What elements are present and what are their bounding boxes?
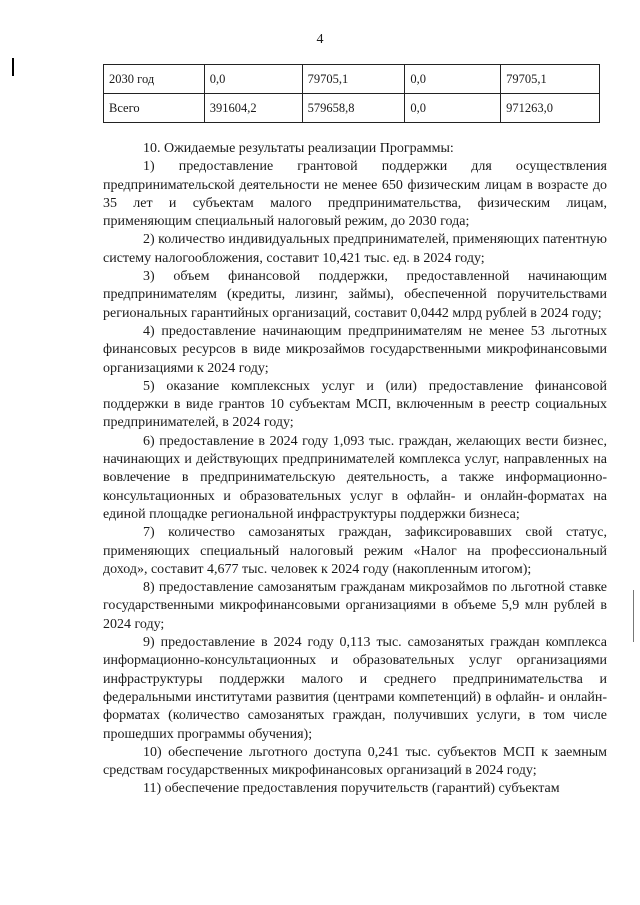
table-cell: 0,0 <box>405 94 501 123</box>
table-cell: 0,0 <box>405 65 501 94</box>
financing-table <box>103 64 600 123</box>
list-item: 2) количество индивидуальных предпринимателей, применяющих патентную систему налогообложения, составит 10,421 тыс. ед. в 2024 году; <box>103 232 607 266</box>
scan-edge-mark <box>633 590 634 642</box>
list-item: 11) обеспечение предоставления поручительств (гарантий) субъектам <box>143 781 560 797</box>
table-cell: 971263,0 <box>501 94 600 123</box>
table-cell: Всего <box>104 94 205 123</box>
table-cell: 579658,8 <box>302 94 405 123</box>
table-cell: 391604,2 <box>204 94 302 123</box>
table-cell: 79705,1 <box>302 65 405 94</box>
list-item: 5) оказание комплексных услуг и (или) предоставление финансовой поддержки в виде грантов 10 субъектам МСП, включенным в реестр социальных предпринимателей, в 2024 году; <box>103 378 607 431</box>
list-item: 6) предоставление в 2024 году 1,093 тыс. граждан, желающих вести бизнес, начинающих и действующих предпринимателей комплекса услуг, направленных на вовлечение в предпринимательскую деятельность, а также информационно-консультационных и образовательных услуг в офлайн- и онлайн-форматах на единой площадке региональной инфраструктуры поддержки бизнеса; <box>103 433 607 522</box>
list-item: 7) количество самозанятых граждан, зафиксировавших свой статус, применяющих специальный налоговый режим «Налог на профессиональный доход», составит 4,677 тыс. человек к 2024 году (накопленным итогом); <box>103 525 607 577</box>
page-number: 4 <box>316 32 324 47</box>
scan-edge-mark <box>12 58 14 76</box>
table-row <box>104 94 600 123</box>
table-cell: 2030 год <box>104 65 205 94</box>
section-heading: 10. Ожидаемые результаты реализации Программы: <box>143 141 454 156</box>
list-item: 1) предоставление грантовой поддержки для осуществления предпринимательской деятельности не менее 650 физическим лицам в возрасте до 35 лет и субъектам малого предпринимательства, физическим лицам, применяющим специальный налоговый режим, до 2030 года; <box>103 159 607 230</box>
table-cell: 79705,1 <box>501 65 600 94</box>
list-item: 8) предоставление самозанятым гражданам микрозаймов по льготной ставке государственными микрофинансовыми организациями в объеме 5,9 млн рублей в 2024 году; <box>103 580 607 632</box>
list-item: 10) обеспечение льготного доступа 0,241 тыс. субъектов МСП к заемным средствам государственных микрофинансовых организаций в 2024 году; <box>103 744 607 779</box>
table-cell: 0,0 <box>204 65 302 94</box>
list-item: 3) объем финансовой поддержки, предоставленной начинающим предпринимателям (кредиты, лизинг, займы), обеспеченной поручительствами региональных гарантийных организаций, составит 0,0442 млрд рублей в 2024 году; <box>103 269 607 321</box>
list-item: 9) предоставление в 2024 году 0,113 тыс. самозанятых граждан комплекса информационно-консультационных и образовательных услуг организациями инфраструктуры поддержки малого и среднего предпринимательства и федеральными институтами развития (центрами компетенций) в офлайн- и онлайн-форматах (количество самозанятых граждан, получивших услуги, в том числе прошедших программы обучения); <box>103 635 607 742</box>
list-item: 4) предоставление начинающим предпринимателям не менее 53 льготных финансовых ресурсов в виде микрозаймов государственными микрофинансовыми организациями к 2024 году; <box>103 323 607 376</box>
results-section <box>103 140 607 799</box>
table-row <box>104 65 600 94</box>
